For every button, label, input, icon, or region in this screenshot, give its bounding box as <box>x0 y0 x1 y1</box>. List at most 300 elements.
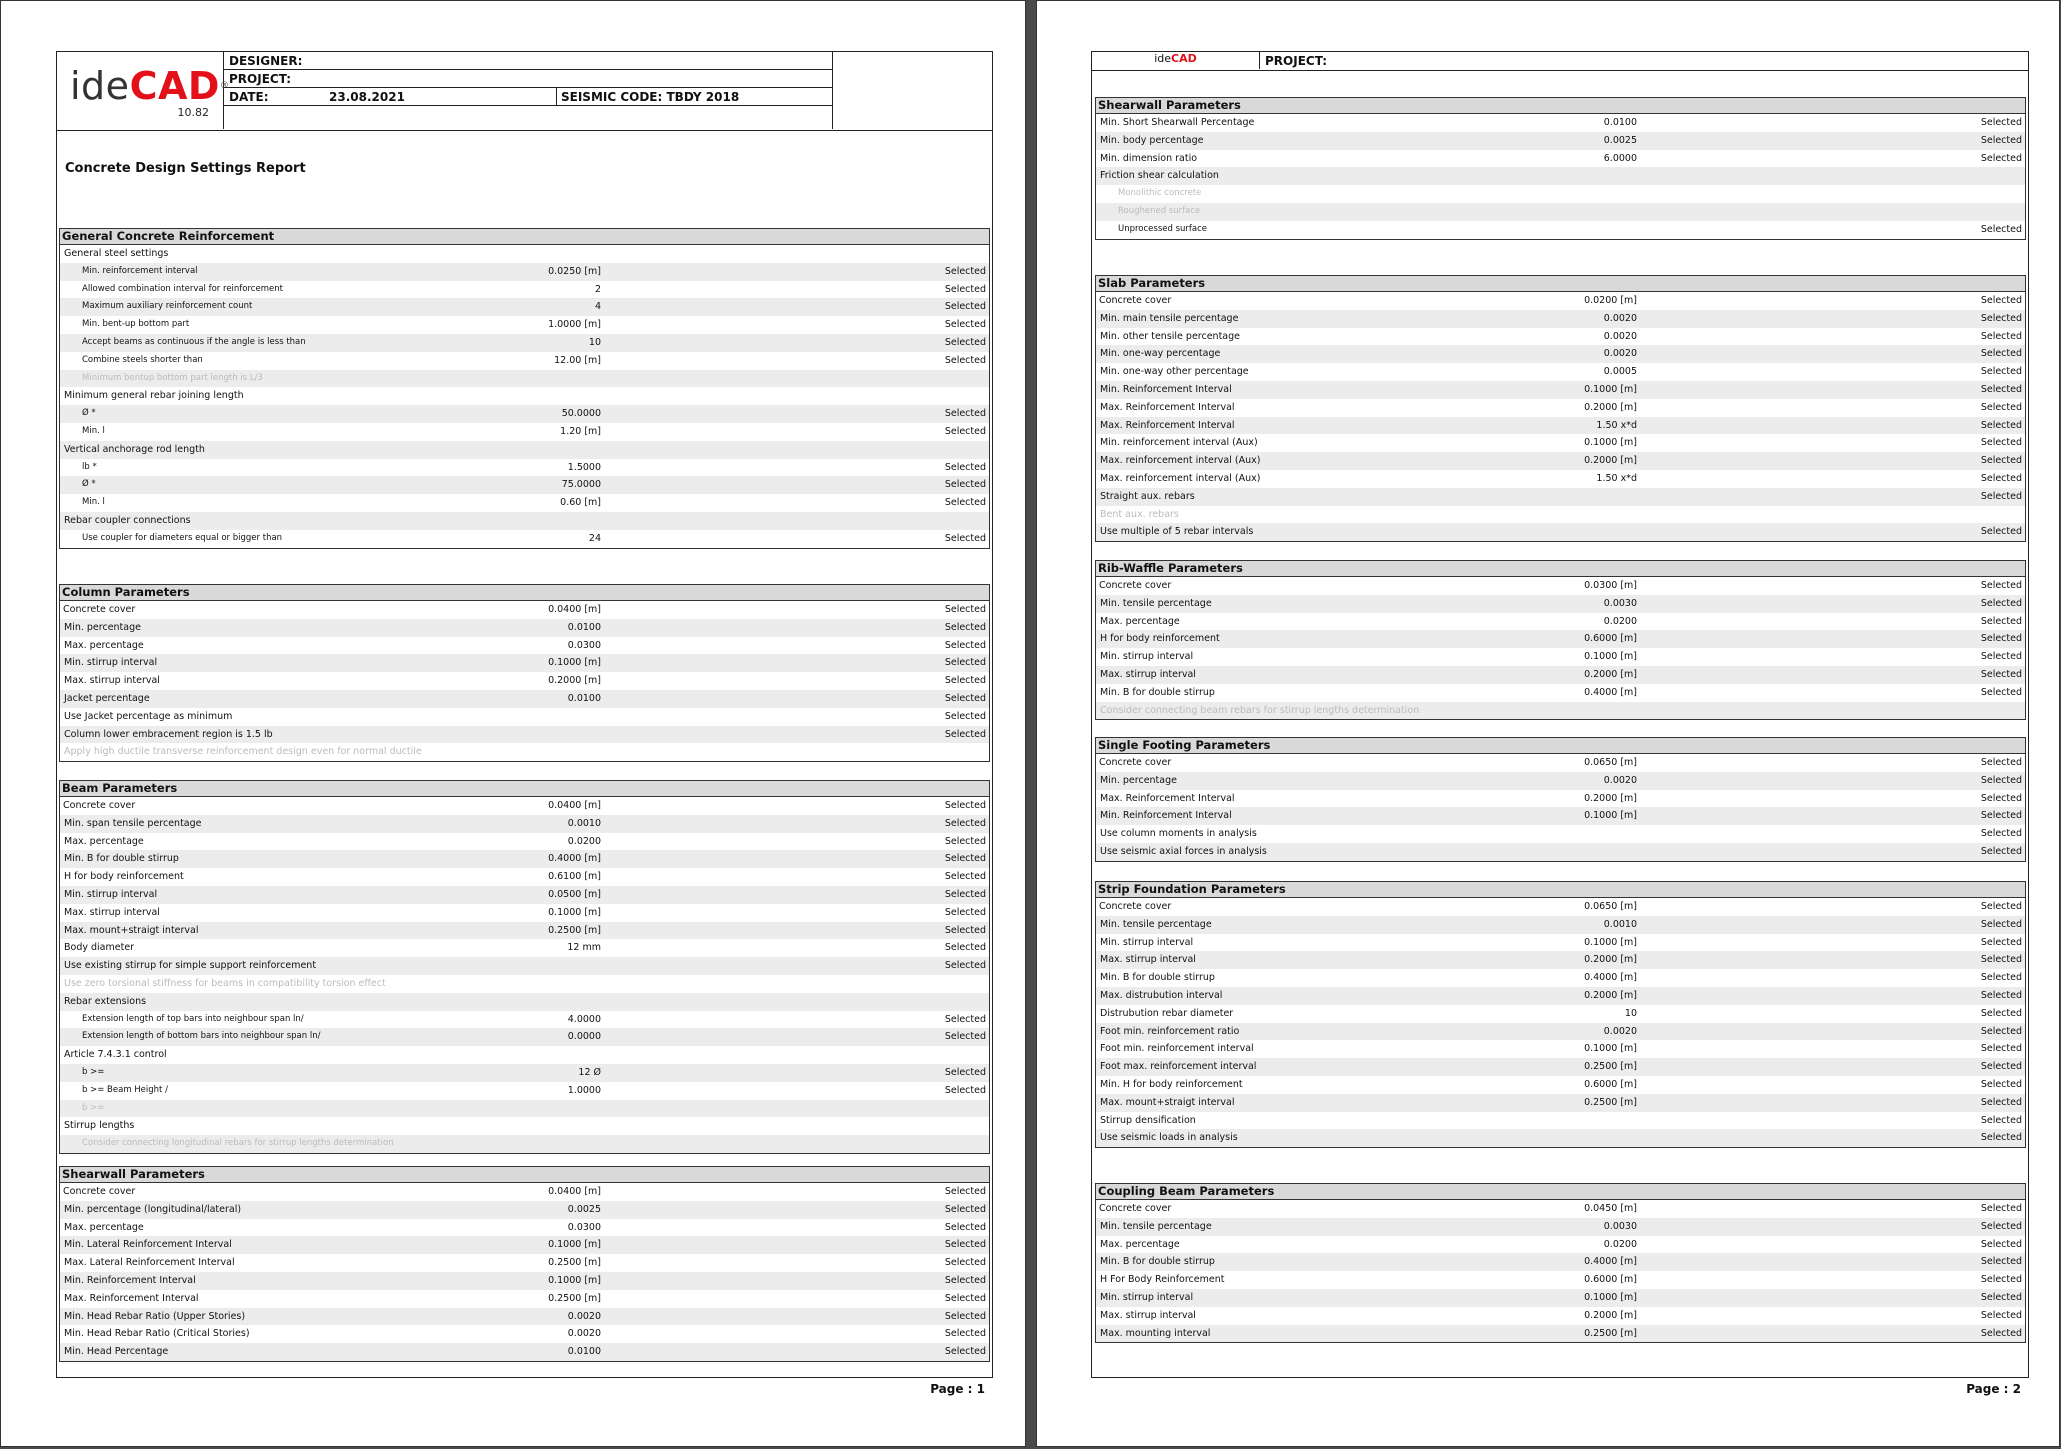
setting-row <box>1096 807 2025 825</box>
setting-value: 0.0020 <box>1603 774 1637 786</box>
setting-row <box>60 601 989 619</box>
setting-value: 10 <box>1624 1007 1637 1019</box>
setting-label: Max. Reinforcement Interval <box>64 1292 199 1304</box>
setting-value: 0.2000 [m] <box>1584 668 1637 680</box>
setting-row <box>1096 969 2025 987</box>
setting-value: 0.2000 [m] <box>1584 792 1637 804</box>
setting-selected-status: Selected <box>1980 668 2022 680</box>
setting-selected-status: Selected <box>944 675 986 687</box>
setting-value: 0.0400 [m] <box>548 1186 601 1197</box>
setting-row <box>1096 1325 2025 1343</box>
setting-value: 0.1000 [m] <box>1584 1043 1637 1055</box>
setting-value: 0.2000 [m] <box>1584 455 1637 467</box>
section-rows <box>1096 292 2025 541</box>
setting-row <box>60 1183 989 1201</box>
setting-row <box>60 1219 989 1237</box>
setting-row <box>60 726 989 744</box>
setting-row <box>1096 666 2025 684</box>
setting-value: 0.0020 <box>1603 312 1637 324</box>
section-shearwall-parameters-cont <box>1095 97 2026 240</box>
setting-label: Concrete cover <box>63 800 136 811</box>
setting-row <box>60 672 989 690</box>
setting-row <box>60 957 989 975</box>
setting-label: Max. percentage <box>64 1221 144 1233</box>
setting-value: 0.2000 [m] <box>1584 954 1637 966</box>
setting-row <box>1096 1307 2025 1325</box>
setting-row <box>1096 1058 2025 1076</box>
setting-value: 0.0000 <box>567 1031 601 1043</box>
setting-value: 0.2500 [m] <box>1584 1096 1637 1108</box>
setting-label: Min. Head Rebar Ratio (Critical Stories) <box>64 1328 250 1340</box>
setting-value: 0.1000 [m] <box>1584 651 1637 663</box>
setting-selected-status: Selected <box>1980 615 2022 627</box>
setting-label: Max. reinforcement interval (Aux) <box>1100 472 1261 484</box>
setting-row <box>60 441 989 459</box>
setting-selected-status: Selected <box>944 710 986 722</box>
setting-label: Ø * <box>82 408 96 419</box>
setting-selected-status: Selected <box>1980 455 2022 467</box>
setting-row <box>60 1046 989 1064</box>
setting-value: 0.0025 <box>1603 134 1637 146</box>
setting-value: 0.1000 [m] <box>1584 383 1637 395</box>
setting-row <box>60 1028 989 1046</box>
setting-value: 0.0100 <box>567 1346 601 1358</box>
setting-label: Accept beams as continuous if the angle is less than <box>82 336 306 347</box>
setting-row <box>60 387 989 405</box>
setting-label: Stirrup densification <box>1100 1114 1196 1126</box>
setting-selected-status: Selected <box>1980 366 2022 378</box>
section-title: Slab Parameters <box>1096 276 2025 292</box>
setting-row <box>60 993 989 1011</box>
setting-row <box>1096 916 2025 934</box>
setting-value: 0.0030 <box>1603 1220 1637 1232</box>
setting-row <box>60 245 989 263</box>
setting-selected-status: Selected <box>1980 117 2022 128</box>
setting-selected-status: Selected <box>1980 383 2022 395</box>
setting-label: Use Jacket percentage as minimum <box>64 710 233 722</box>
setting-selected-status: Selected <box>1980 223 2022 235</box>
setting-label: Max. stirrup interval <box>1100 668 1196 680</box>
section-column-parameters <box>59 584 990 762</box>
setting-label: Use column moments in analysis <box>1100 828 1257 840</box>
setting-value: 0.1000 [m] <box>1584 936 1637 948</box>
setting-label: Min. Lateral Reinforcement Interval <box>64 1239 232 1251</box>
setting-row <box>60 352 989 370</box>
setting-row <box>1096 951 2025 969</box>
setting-selected-status: Selected <box>1980 1007 2022 1019</box>
project-label: PROJECT: <box>1265 54 1328 68</box>
setting-selected-status: Selected <box>944 1346 986 1358</box>
section-title: Column Parameters <box>60 585 989 601</box>
setting-selected-status: Selected <box>1980 972 2022 984</box>
setting-value: 0.2500 [m] <box>548 1292 601 1304</box>
section-title: Single Footing Parameters <box>1096 738 2025 754</box>
setting-row <box>1096 167 2025 185</box>
date-value: 23.08.2021 <box>329 90 405 104</box>
project-row: PROJECT: <box>223 70 832 88</box>
setting-row <box>60 1254 989 1272</box>
setting-label: Concrete cover <box>1099 295 1172 306</box>
setting-row <box>1096 452 2025 470</box>
setting-value: 1.0000 [m] <box>548 319 601 331</box>
setting-value: 0.0400 [m] <box>548 800 601 811</box>
setting-row <box>1096 1236 2025 1254</box>
setting-selected-status: Selected <box>1980 1043 2022 1055</box>
setting-row <box>1096 1076 2025 1094</box>
setting-row <box>1096 417 2025 435</box>
setting-label: Min. B for double stirrup <box>1100 686 1215 698</box>
setting-selected-status: Selected <box>944 425 986 437</box>
setting-row <box>60 423 989 441</box>
setting-label: Consider connecting longitudinal rebars for stirrup lengths determination <box>82 1138 394 1149</box>
setting-value: 0.0030 <box>1603 597 1637 609</box>
setting-row <box>60 334 989 352</box>
setting-selected-status: Selected <box>944 924 986 936</box>
setting-row <box>60 1135 989 1153</box>
setting-row <box>1096 434 2025 452</box>
page-number: Page : 1 <box>930 1382 985 1396</box>
setting-value: 0.4000 [m] <box>1584 686 1637 698</box>
setting-row <box>60 1064 989 1082</box>
setting-label: Body diameter <box>64 942 135 954</box>
section-slab-parameters <box>1095 275 2026 542</box>
setting-label: Min. bent-up bottom part <box>82 319 190 330</box>
setting-selected-status: Selected <box>944 906 986 918</box>
setting-row <box>60 1343 989 1361</box>
setting-selected-status: Selected <box>1980 348 2022 360</box>
setting-row <box>1096 898 2025 916</box>
setting-label: Min. one-way other percentage <box>1100 366 1249 378</box>
setting-selected-status: Selected <box>944 835 986 847</box>
setting-row <box>1096 630 2025 648</box>
report-title: Concrete Design Settings Report <box>65 161 306 176</box>
setting-label: Concrete cover <box>1099 757 1172 768</box>
setting-row <box>60 370 989 388</box>
setting-selected-status: Selected <box>944 1221 986 1233</box>
setting-row <box>60 494 989 512</box>
setting-value: 4.0000 <box>567 1013 601 1025</box>
setting-selected-status: Selected <box>944 604 986 615</box>
setting-selected-status: Selected <box>944 461 986 473</box>
section-rows <box>1096 754 2025 861</box>
setting-row <box>60 1236 989 1254</box>
setting-value: 50.0000 <box>561 408 601 420</box>
setting-label: H for body reinforcement <box>1100 633 1220 645</box>
setting-selected-status: Selected <box>1980 419 2022 431</box>
version-label: 10.82 <box>177 106 209 119</box>
setting-row <box>60 975 989 993</box>
report-page-2 <box>1036 0 2060 1447</box>
setting-label: Foot min. reinforcement ratio <box>1100 1025 1240 1037</box>
setting-label: Extension length of top bars into neighbour span ln/ <box>82 1013 304 1024</box>
setting-row <box>1096 185 2025 203</box>
setting-label: Distrubution rebar diameter <box>1100 1007 1234 1019</box>
setting-row <box>1096 488 2025 506</box>
setting-selected-status: Selected <box>944 888 986 900</box>
setting-row <box>1096 1200 2025 1218</box>
setting-label: Friction shear calculation <box>1100 170 1219 182</box>
section-single-footing-parameters <box>1095 737 2026 862</box>
setting-selected-status: Selected <box>944 942 986 954</box>
setting-selected-status: Selected <box>1980 490 2022 502</box>
setting-value: 0.0300 <box>567 1221 601 1233</box>
setting-label: General steel settings <box>64 248 169 259</box>
setting-row <box>1096 772 2025 790</box>
setting-label: Max. Lateral Reinforcement Interval <box>64 1257 235 1269</box>
setting-label: Min. other tensile percentage <box>1100 330 1240 342</box>
setting-row <box>1096 702 2025 720</box>
setting-selected-status: Selected <box>1980 472 2022 484</box>
setting-value: 0.1000 [m] <box>548 906 601 918</box>
setting-row <box>60 833 989 851</box>
setting-row <box>60 281 989 299</box>
setting-value: 0.0020 <box>1603 1025 1637 1037</box>
setting-label: lb * <box>82 461 97 472</box>
section-rows <box>60 797 989 1153</box>
setting-row <box>1096 399 2025 417</box>
setting-label: Min. span tensile percentage <box>64 817 202 829</box>
setting-value: 0.1000 [m] <box>1584 437 1637 449</box>
idecad-logo: ideCAD® <box>70 64 230 108</box>
setting-row <box>60 1082 989 1100</box>
setting-value: 0.0020 <box>1603 348 1637 360</box>
setting-row <box>1096 790 2025 808</box>
setting-row <box>60 1117 989 1135</box>
setting-label: Min. Reinforcement Interval <box>1100 383 1232 395</box>
setting-row <box>60 743 989 761</box>
setting-label: Rebar extensions <box>64 995 147 1007</box>
setting-value: 0.0500 [m] <box>548 888 601 900</box>
setting-label: H for body reinforcement <box>64 871 184 883</box>
setting-row <box>60 1308 989 1326</box>
setting-row <box>1096 221 2025 239</box>
setting-row <box>1096 934 2025 952</box>
report-page-1 <box>0 0 1026 1447</box>
setting-row <box>1096 577 2025 595</box>
setting-selected-status: Selected <box>944 354 986 366</box>
setting-selected-status: Selected <box>1980 312 2022 324</box>
setting-selected-status: Selected <box>944 853 986 865</box>
setting-value: 0.0025 <box>567 1203 601 1215</box>
setting-row <box>1096 1253 2025 1271</box>
setting-label: Max. stirrup interval <box>64 675 160 687</box>
setting-row <box>1096 328 2025 346</box>
setting-label: Use existing stirrup for simple support reinforcement <box>64 960 317 972</box>
setting-row <box>1096 1129 2025 1147</box>
setting-row <box>60 690 989 708</box>
setting-label: Min. stirrup interval <box>1100 651 1194 663</box>
setting-row <box>60 654 989 672</box>
setting-row <box>1096 292 2025 310</box>
setting-selected-status: Selected <box>944 1257 986 1269</box>
setting-value: 0.0100 <box>567 692 601 704</box>
setting-label: Max. percentage <box>1100 1238 1180 1250</box>
setting-row <box>1096 684 2025 702</box>
setting-value: 0.0650 [m] <box>1584 757 1637 768</box>
setting-value: 12 mm <box>567 942 601 954</box>
setting-value: 10 <box>588 336 601 348</box>
section-rows <box>60 245 989 548</box>
report-header-compact <box>1092 52 2028 71</box>
setting-value: 1.0000 <box>567 1084 601 1096</box>
setting-selected-status: Selected <box>1980 810 2022 822</box>
setting-row <box>1096 843 2025 861</box>
setting-label: Concrete cover <box>1099 901 1172 912</box>
setting-selected-status: Selected <box>1980 633 2022 645</box>
setting-selected-status: Selected <box>944 532 986 544</box>
setting-label: H For Body Reinforcement <box>1100 1274 1225 1286</box>
setting-row <box>60 316 989 334</box>
setting-label: Use coupler for diameters equal or bigger than <box>82 532 283 543</box>
setting-selected-status: Selected <box>1980 1274 2022 1286</box>
setting-label: Max. distrubution interval <box>1100 989 1223 1001</box>
setting-label: Minimum general rebar joining length <box>64 390 244 402</box>
setting-value: 0.2000 [m] <box>1584 401 1637 413</box>
setting-value: 24 <box>588 532 601 544</box>
setting-selected-status: Selected <box>1980 901 2022 912</box>
setting-label: Max. reinforcement interval (Aux) <box>1100 455 1261 467</box>
setting-selected-status: Selected <box>944 621 986 633</box>
setting-label: Min. Short Shearwall Percentage <box>1100 117 1255 128</box>
setting-selected-status: Selected <box>1980 954 2022 966</box>
setting-row <box>60 1011 989 1029</box>
setting-label: Min. percentage <box>1100 774 1177 786</box>
setting-label: Max. percentage <box>64 835 144 847</box>
setting-selected-status: Selected <box>944 265 986 277</box>
setting-value: 0.1000 [m] <box>548 1274 601 1286</box>
setting-selected-status: Selected <box>944 1239 986 1251</box>
setting-row <box>1096 150 2025 168</box>
setting-value: 2 <box>594 283 601 295</box>
setting-row <box>1096 345 2025 363</box>
setting-label: Min. body percentage <box>1100 134 1204 146</box>
date-row: DATE: 23.08.2021 SEISMIC CODE: TBDY 2018 <box>223 88 832 106</box>
setting-row <box>60 1290 989 1308</box>
setting-label: Apply high ductile transverse reinforcement design even for normal ductile <box>64 746 422 758</box>
setting-selected-status: Selected <box>1980 1078 2022 1090</box>
setting-selected-status: Selected <box>944 1013 986 1025</box>
setting-label: Min. l <box>82 425 105 436</box>
setting-label: Min. Reinforcement Interval <box>1100 810 1232 822</box>
setting-selected-status: Selected <box>1980 437 2022 449</box>
setting-row <box>1096 1112 2025 1130</box>
setting-row <box>60 459 989 477</box>
setting-label: Min. main tensile percentage <box>1100 312 1239 324</box>
setting-label: Min. H for body reinforcement <box>1100 1078 1243 1090</box>
setting-value: 0.0650 [m] <box>1584 901 1637 912</box>
report-header <box>57 52 992 131</box>
setting-value: 0.6000 [m] <box>1584 633 1637 645</box>
section-rib-waffle-parameters <box>1095 560 2026 720</box>
idecad-logo-small: ideCAD <box>1092 52 1260 69</box>
setting-value: 0.4000 [m] <box>1584 972 1637 984</box>
setting-row <box>1096 1271 2025 1289</box>
setting-row <box>60 904 989 922</box>
setting-selected-status: Selected <box>944 479 986 491</box>
setting-label: Min. tensile percentage <box>1100 597 1212 609</box>
setting-selected-status: Selected <box>944 657 986 669</box>
setting-label: Max. percentage <box>1100 615 1180 627</box>
setting-row <box>1096 132 2025 150</box>
page-number: Page : 2 <box>1966 1382 2021 1396</box>
setting-selected-status: Selected <box>944 639 986 651</box>
section-strip-foundation-parameters <box>1095 881 2026 1148</box>
section-title: Beam Parameters <box>60 781 989 797</box>
setting-value: 0.0100 <box>567 621 601 633</box>
setting-selected-status: Selected <box>944 817 986 829</box>
setting-row <box>60 298 989 316</box>
setting-row <box>1096 1094 2025 1112</box>
setting-label: Stirrup lengths <box>64 1120 135 1132</box>
setting-row <box>1096 470 2025 488</box>
setting-selected-status: Selected <box>1980 401 2022 413</box>
setting-selected-status: Selected <box>944 1274 986 1286</box>
setting-value: 0.0200 [m] <box>1584 295 1637 306</box>
section-rows <box>1096 1200 2025 1342</box>
setting-row <box>1096 595 2025 613</box>
setting-label: Vertical anchorage rod length <box>64 443 205 455</box>
setting-row <box>1096 1218 2025 1236</box>
setting-selected-status: Selected <box>1980 1327 2022 1339</box>
setting-label: b >= <box>82 1066 105 1077</box>
setting-label: Min. B for double stirrup <box>1100 972 1215 984</box>
setting-selected-status: Selected <box>944 408 986 420</box>
setting-row <box>1096 523 2025 541</box>
setting-value: 0.0250 [m] <box>548 265 601 277</box>
setting-value: 4 <box>594 301 601 313</box>
setting-row <box>60 708 989 726</box>
setting-selected-status: Selected <box>944 960 986 972</box>
setting-value: 1.20 [m] <box>560 425 601 437</box>
setting-selected-status: Selected <box>1980 1309 2022 1321</box>
setting-selected-status: Selected <box>944 301 986 313</box>
setting-selected-status: Selected <box>944 1031 986 1043</box>
setting-label: Max. stirrup interval <box>64 906 160 918</box>
setting-selected-status: Selected <box>1980 134 2022 146</box>
setting-label: Allowed combination interval for reinforcement <box>82 283 283 294</box>
section-rows <box>1096 577 2025 719</box>
setting-selected-status: Selected <box>944 1084 986 1096</box>
section-general-concrete-reinforcement <box>59 228 990 549</box>
setting-value: 0.0400 [m] <box>548 604 601 615</box>
setting-label: b >= Beam Height / <box>82 1084 168 1095</box>
setting-value: 0.2500 [m] <box>548 924 601 936</box>
setting-label: Min. stirrup interval <box>1100 936 1194 948</box>
setting-row <box>60 850 989 868</box>
setting-selected-status: Selected <box>944 319 986 331</box>
setting-row <box>1096 754 2025 772</box>
setting-label: Max. mount+straigt interval <box>1100 1096 1235 1108</box>
setting-label: Use multiple of 5 rebar intervals <box>1100 526 1254 538</box>
setting-label: b >= <box>82 1102 105 1113</box>
setting-value: 0.0020 <box>1603 330 1637 342</box>
setting-label: Roughened surface <box>1118 205 1201 216</box>
setting-row <box>60 405 989 423</box>
section-title: General Concrete Reinforcement <box>60 229 989 245</box>
setting-label: Min. B for double stirrup <box>1100 1256 1215 1268</box>
setting-selected-status: Selected <box>1980 330 2022 342</box>
setting-label: Max. mount+straigt interval <box>64 924 199 936</box>
setting-row <box>60 922 989 940</box>
seismic-code: SEISMIC CODE: TBDY 2018 <box>556 88 739 106</box>
setting-value: 0.1000 [m] <box>548 1239 601 1251</box>
setting-label: Min. stirrup interval <box>64 888 158 900</box>
setting-row <box>60 476 989 494</box>
setting-selected-status: Selected <box>1980 757 2022 768</box>
setting-value: 0.0010 <box>1603 918 1637 930</box>
setting-selected-status: Selected <box>944 1310 986 1322</box>
setting-selected-status: Selected <box>944 800 986 811</box>
